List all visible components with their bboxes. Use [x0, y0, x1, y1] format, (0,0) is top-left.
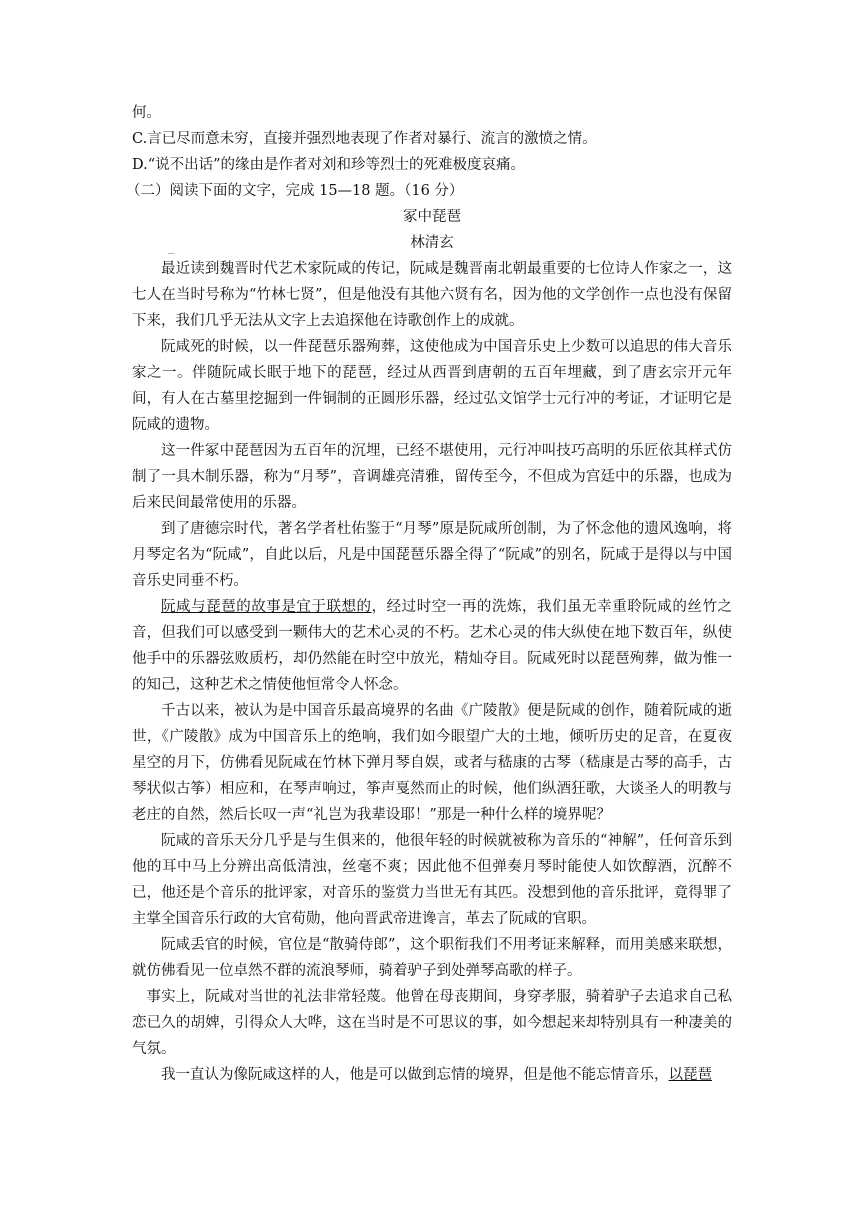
option-d: D.“说不出话”的缘由是作者对刘和珍等烈士的死难极度哀痛。: [132, 157, 526, 173]
paragraph-10: [132, 1062, 732, 1088]
paragraph-3: 这一件冢中琵琶因为五百年的沉埋，已经不堪使用，元行冲叫技巧高明的乐匠依其样式仿制了一具木制乐器，称为“月琴”，音调雄亮清雅，留传至今，不但成为宫廷中的乐器，也成为后来民间最常使用的乐器。: [132, 443, 732, 511]
paragraph-5: [132, 594, 732, 698]
underlined-sentence: 阮咸与琵琶的故事是宜于联想的: [161, 599, 372, 615]
paragraph-4: 到了唐德宗时代，著名学者杜佑鉴于“月琴”原是阮咸所创制，为了怀念他的遗风逸响，将月琴定名为“阮咸”，自此以后，凡是中国琵琶乐器全得了“阮咸”的别名，阮咸于是得以与中国音乐史同垂不朽。: [132, 521, 732, 589]
paragraph-2: 阮咸死的时候，以一件琵琶乐器殉葬，这使他成为中国音乐史上少数可以追思的伟大音乐家之一。伴随阮咸长眠于地下的琵琶，经过从西晋到唐朝的五百年埋藏，到了唐玄宗开元年间，有人在古墓里挖掘到一件铜制的正圆形乐器，经过弘文馆学士元行冲的考证，才证明它是阮咸的遗物。: [132, 339, 732, 433]
option-c: C.言已尽而意未穷，直接并强烈地表现了作者对暴行、流言的激愤之情。: [132, 131, 597, 147]
paragraph-1: 最近读到魏晋时代艺术家阮咸的传记，阮咸是魏晋南北朝最重要的七位诗人作家之一，这七人在当时号称为“竹林七贤”，但是他没有其他六贤有名，因为他的文学创作一点也没有保留下来，我们几乎无法从文字上去追探他在诗歌创作上的成就。: [132, 261, 732, 329]
paragraph-5-rest: ，经过时空一再的洗炼，我们虽无幸重聆阮咸的丝竹之音，但我们可以感受到一颗伟大的艺术心灵的不朽。艺术心灵的伟大纵使在地下数百年，纵使他手中的乐器弦败质朽，却仍然能在时空中放光，精灿夺目。阮咸死时以琵琶殉葬，做为惟一的知己，这种艺术之情使他恒常令人怀念。: [132, 599, 733, 693]
paragraph-7: 阮咸的音乐天分几乎是与生俱来的，他很年轻的时候就被称为音乐的“神解”，任何音乐到他的耳中马上分辨出高低清浊，丝毫不爽；因此他不但弹奏月琴时能使人如饮醇酒，沉醉不已，他还是个音乐的批评家，对音乐的鉴赏力当世无有其匹。没想到他的音乐批评，竟得罪了主掌全国音乐行政的大官荀勋，他向晋武帝进谗言，革去了阮咸的官职。: [132, 833, 732, 927]
article-author: 林清玄: [410, 235, 454, 251]
document-page: [126, 100, 733, 1088]
option-b-tail: 何。: [132, 105, 161, 121]
paragraph-10-text: 我一直认为像阮咸这样的人，他是可以做到忘情的境界，但是他不能忘情音乐，: [161, 1067, 669, 1083]
underlined-tail: 以琵琶: [668, 1067, 712, 1083]
section-instruction: （二）阅读下面的文字，完成 15—18 题。（16 分）: [126, 183, 464, 199]
paragraph-6: 千古以来，被认为是中国音乐最高境界的名曲《广陵散》便是阮咸的创作，随着阮咸的逝世，《广陵散》成为中国音乐上的绝响，我们如今眼望广大的土地，倾听历史的足音，在夏夜星空的月下，仿佛看见阮咸在竹林下弹月琴自娱，或者与嵇康的古琴（嵇康是古琴的高手，古琴状似古筝）相应和，在琴声响过，筝声戛然而止的时候，他们纵酒狂歌，大谈圣人的明教与老庄的自然，然后长叹一声“礼岂为我辈设耶！”那是一种什么样的境界呢？: [132, 703, 732, 823]
article-title: 冢中琵琶: [403, 209, 461, 225]
paragraph-8: 阮咸丢官的时候，官位是“散骑侍郎”，这个职衔我们不用考证来解释，而用美感来联想，就仿佛看见一位卓然不群的流浪琴师，骑着驴子到处弹琴高歌的样子。: [132, 937, 732, 979]
paragraph-9: 事实上，阮咸对当世的礼法非常轻蔑。他曾在母丧期间，身穿孝服，骑着驴子去追求自己私恋已久的胡婢，引得众人大哗，这在当时是不可思议的事，如今想起来却特别具有一种凄美的气氛。: [132, 989, 732, 1057]
